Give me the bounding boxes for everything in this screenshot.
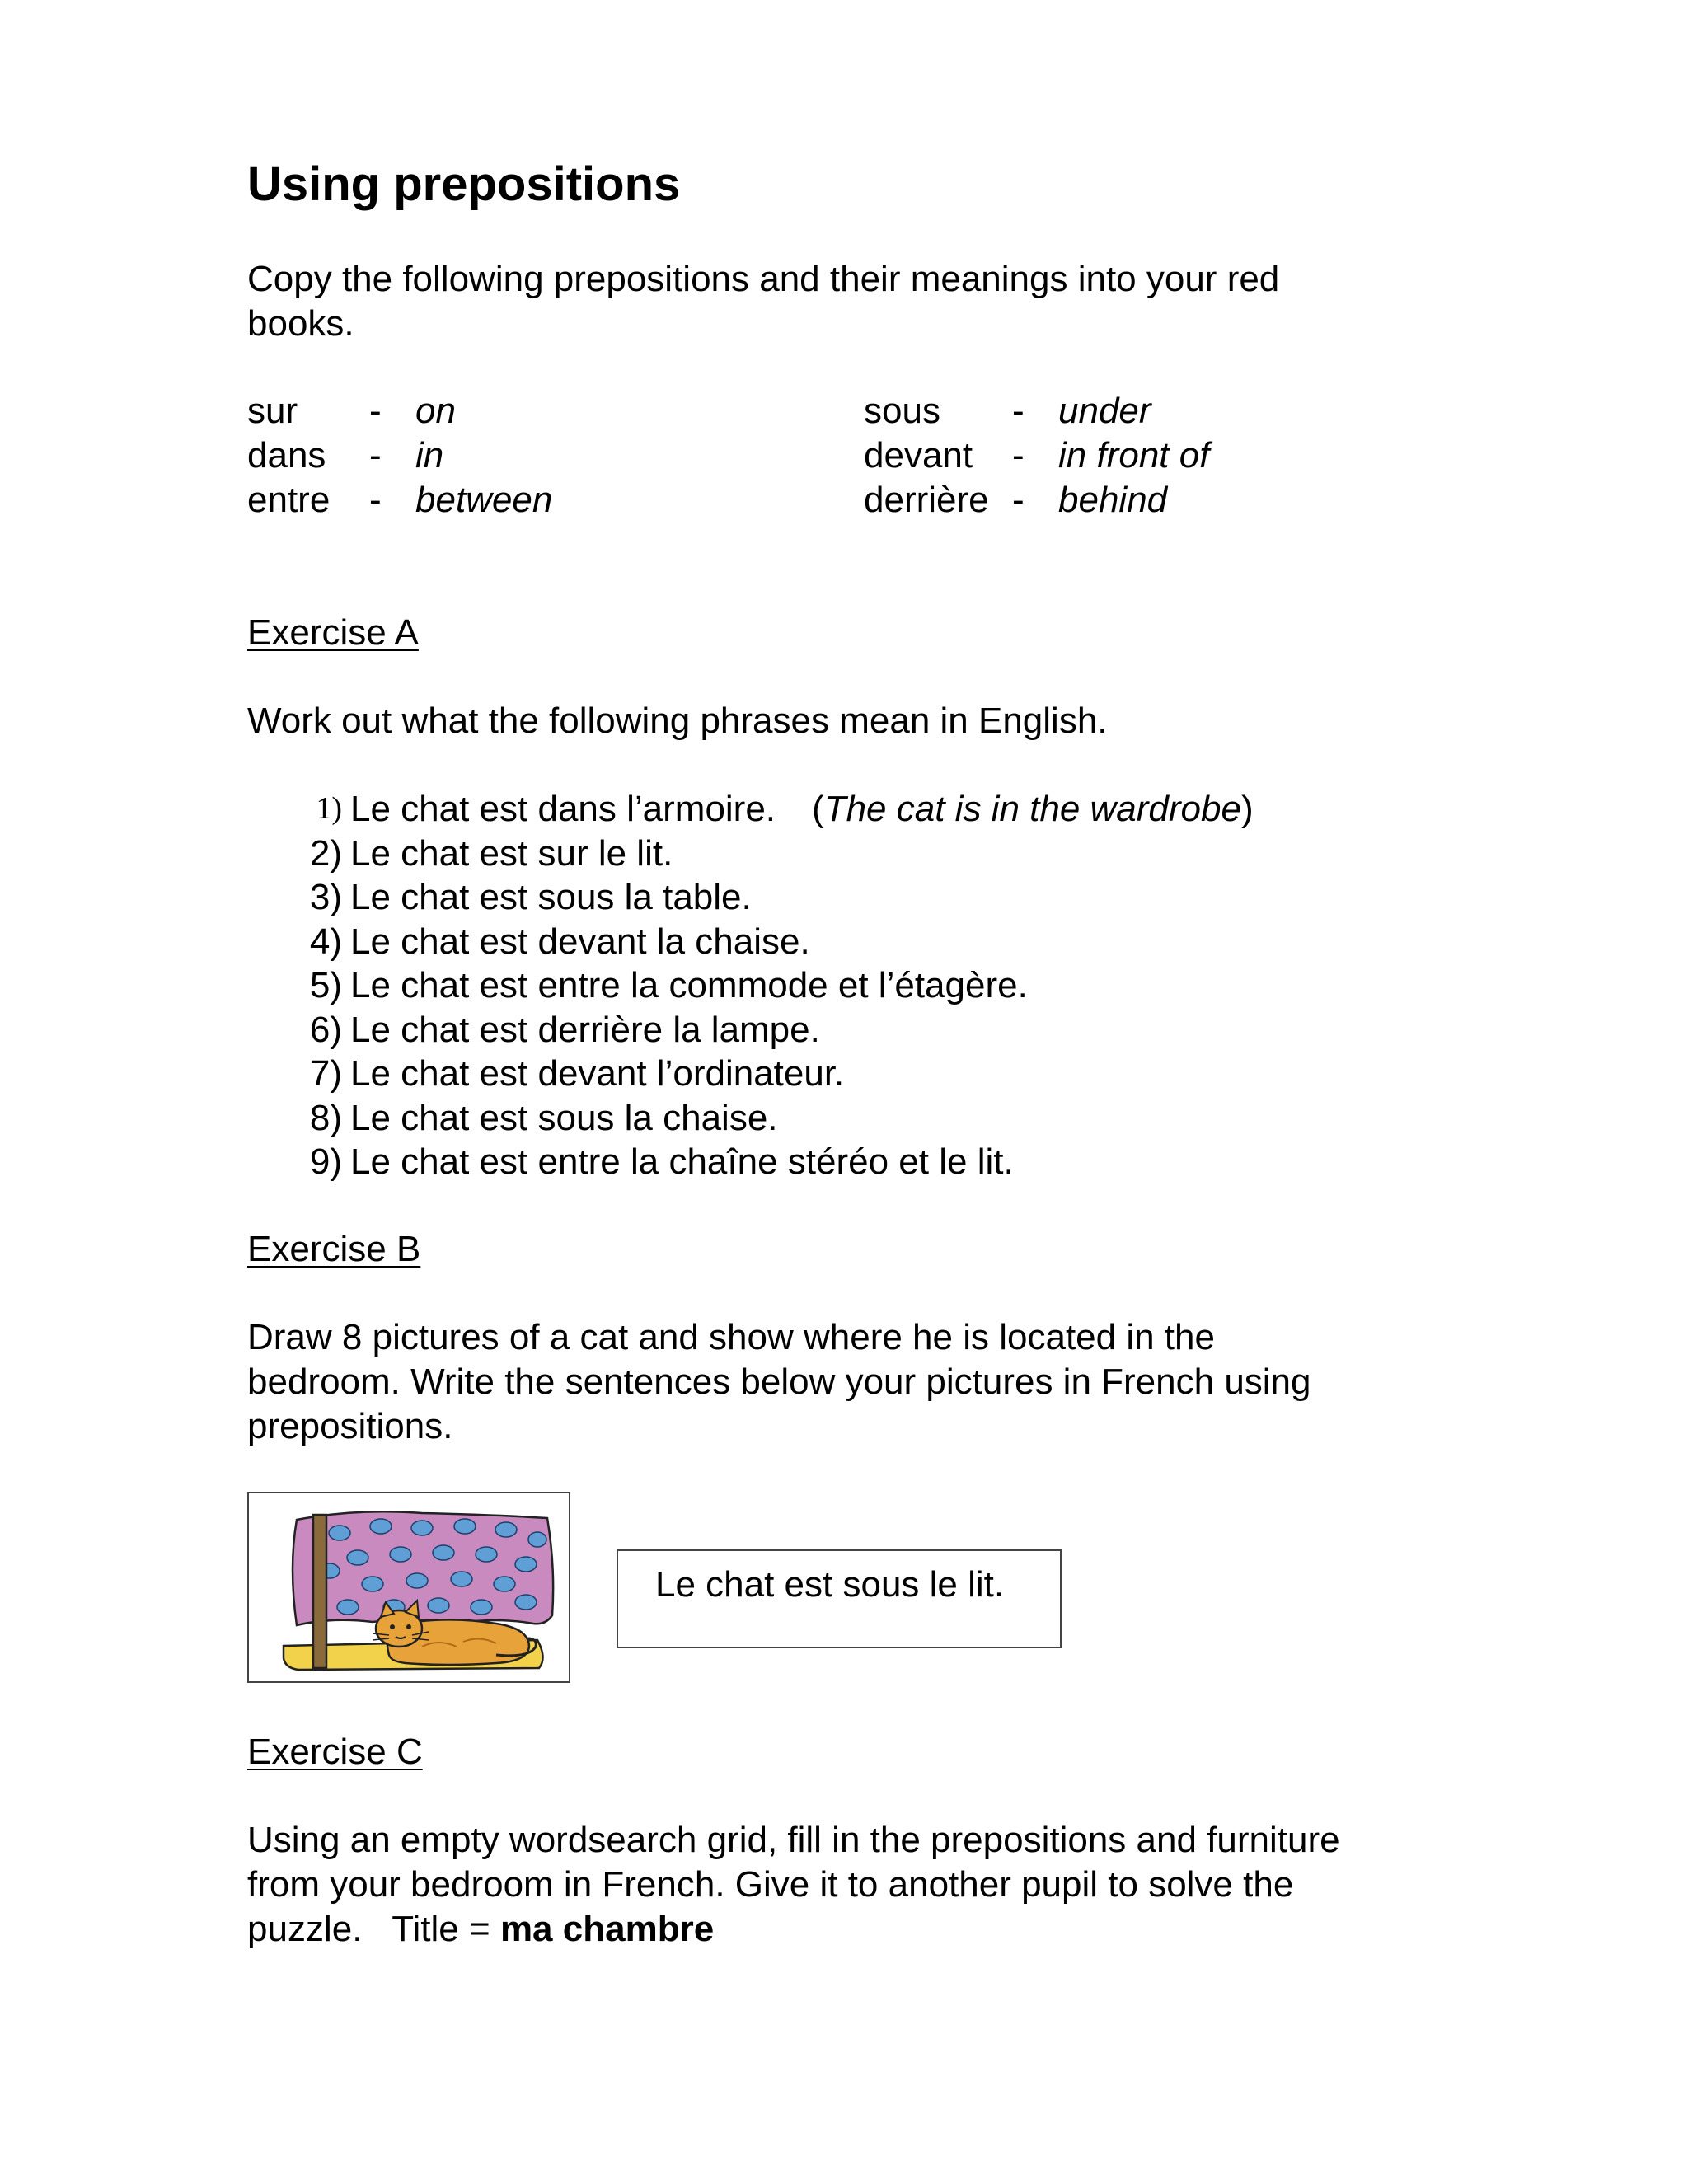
example-sentence: Le chat est sous le lit. bbox=[655, 1564, 1005, 1605]
exercise-a-instruction: Work out what the following phrases mean in English. bbox=[247, 701, 1108, 741]
list-item bbox=[293, 963, 1254, 1008]
instruction-line: from your bedroom in French. Give it to another pupil to solve the bbox=[247, 1864, 1294, 1905]
item-number: 5) bbox=[309, 965, 342, 1005]
exercise-a-heading: Exercise A bbox=[247, 612, 419, 653]
list-item bbox=[293, 875, 1254, 920]
preposition-fr: dans bbox=[247, 435, 326, 476]
preposition-en: under bbox=[1058, 391, 1151, 431]
example-answer: The cat is in the wardrobe bbox=[823, 789, 1241, 829]
exercise-c-instruction bbox=[247, 1818, 1340, 1952]
instruction-line: puzzle. Title = bbox=[247, 1909, 500, 1949]
cat-under-bed-picture bbox=[247, 1492, 570, 1683]
item-number: 3) bbox=[309, 877, 342, 917]
preposition-dash: - bbox=[1012, 435, 1025, 476]
item-number: 9) bbox=[309, 1141, 342, 1182]
intro-text bbox=[247, 257, 1279, 346]
instruction-line: Using an empty wordsearch grid, fill in the prepositions and furniture bbox=[247, 1820, 1340, 1860]
item-number: 1) bbox=[316, 791, 342, 826]
exercise-b-heading: Exercise B bbox=[247, 1229, 421, 1269]
item-text: Le chat est devant la chaise. bbox=[350, 921, 810, 962]
preposition-dash: - bbox=[369, 391, 382, 431]
preposition-en: behind bbox=[1058, 480, 1168, 520]
preposition-fr: devant bbox=[864, 435, 973, 476]
instruction-line: Draw 8 pictures of a cat and show where he is located in the bbox=[247, 1317, 1215, 1357]
instruction-line: prepositions. bbox=[247, 1406, 453, 1446]
list-item bbox=[293, 787, 1254, 832]
preposition-fr: derrière bbox=[864, 480, 989, 520]
item-text: Le chat est sous la chaise. bbox=[350, 1097, 778, 1138]
item-text: Le chat est devant l’ordinateur. bbox=[350, 1053, 845, 1094]
preposition-fr: sous bbox=[864, 391, 940, 431]
item-number: 7) bbox=[309, 1053, 342, 1094]
item-number: 6) bbox=[309, 1009, 342, 1050]
exercise-a-list bbox=[293, 787, 1254, 1184]
answer-close-paren: ) bbox=[1240, 789, 1254, 829]
preposition-dash: - bbox=[1012, 480, 1025, 520]
list-item bbox=[293, 920, 1254, 964]
item-text: Le chat est derrière la lampe. bbox=[350, 1009, 820, 1050]
preposition-en: between bbox=[415, 480, 553, 520]
preposition-en: in bbox=[415, 435, 444, 476]
example-sentence-box bbox=[617, 1549, 1062, 1648]
preposition-en: in front of bbox=[1058, 435, 1210, 476]
item-text: Le chat est dans l’armoire. bbox=[350, 789, 776, 829]
list-item bbox=[293, 832, 1254, 876]
item-number: 8) bbox=[309, 1097, 342, 1138]
preposition-en: on bbox=[415, 391, 456, 431]
item-number: 4) bbox=[309, 921, 342, 962]
page-title: Using prepositions bbox=[247, 157, 681, 211]
item-text: Le chat est sous la table. bbox=[350, 877, 752, 917]
exercise-c-heading: Exercise C bbox=[247, 1732, 423, 1772]
preposition-fr: sur bbox=[247, 391, 298, 431]
instruction-line: bedroom. Write the sentences below your pictures in French using bbox=[247, 1361, 1311, 1402]
cat-under-bed-illustration bbox=[249, 1493, 569, 1681]
preposition-dash: - bbox=[369, 480, 382, 520]
item-text: Le chat est entre la commode et l’étagère. bbox=[350, 965, 1028, 1005]
intro-line-2: books. bbox=[247, 303, 354, 344]
bedpost bbox=[313, 1515, 326, 1668]
preposition-dash: - bbox=[369, 435, 382, 476]
list-item bbox=[293, 1008, 1254, 1052]
preposition-fr: entre bbox=[247, 480, 331, 520]
list-item bbox=[293, 1096, 1254, 1141]
wordsearch-title: ma chambre bbox=[499, 1909, 715, 1949]
intro-line-1: Copy the following prepositions and their meanings into your red bbox=[247, 259, 1280, 299]
preposition-dash: - bbox=[1012, 391, 1025, 431]
list-item bbox=[293, 1140, 1254, 1184]
item-text: Le chat est sur le lit. bbox=[350, 832, 673, 874]
item-text: Le chat est entre la chaîne stéréo et le lit. bbox=[350, 1141, 1014, 1182]
item-number: 2) bbox=[309, 832, 342, 874]
exercise-b-instruction bbox=[247, 1315, 1311, 1449]
list-item bbox=[293, 1052, 1254, 1096]
answer-open-paren: ( bbox=[812, 789, 824, 829]
